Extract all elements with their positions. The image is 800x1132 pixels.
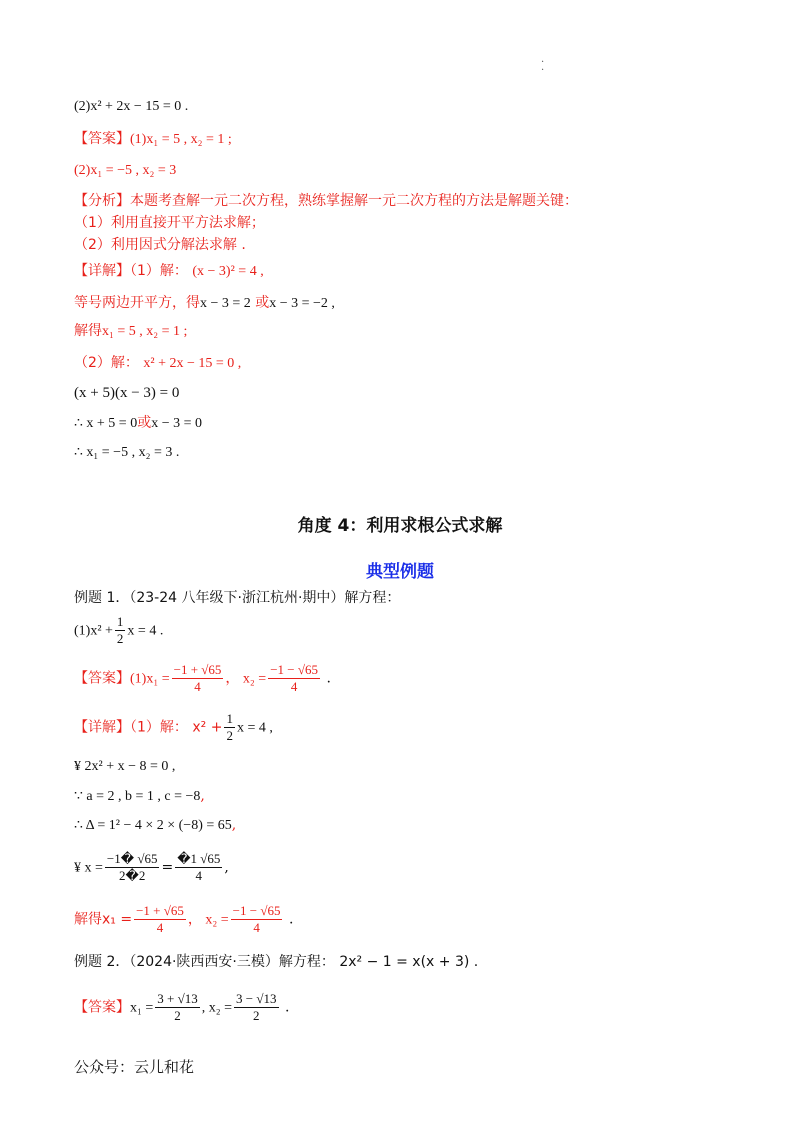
ex2-answer-prefix: x₁ = bbox=[130, 1000, 154, 1016]
detail-1-prefix: （1）解： bbox=[130, 263, 188, 279]
ex1-solve-end: . bbox=[288, 911, 294, 928]
ex1-formula-end: , bbox=[224, 859, 229, 876]
detail-2-prefix: （2）解： bbox=[74, 355, 139, 371]
detail-label: 【详解】 bbox=[74, 263, 130, 279]
detail-1-equation: (x − 3)² = 4 , bbox=[192, 264, 264, 279]
answer-line-1 bbox=[74, 130, 232, 149]
ex1-detail-suffix: x = 4 , bbox=[236, 720, 273, 736]
solve-line bbox=[74, 322, 187, 341]
sqrt-equation-2: x − 3 = −2 , bbox=[269, 296, 335, 311]
detail-line-1 bbox=[74, 262, 264, 281]
ex1-line-3 bbox=[74, 787, 205, 806]
solve-text: 解得 bbox=[74, 323, 102, 339]
sqrt-text: 等号两边开平方，得 bbox=[74, 295, 200, 311]
ex1-detail-prefix: （1）解： x² + bbox=[130, 719, 223, 736]
ex1-coefficients: ∵ a = 2 , b = 1 , c = −8 bbox=[74, 789, 201, 804]
ex1-answer-prefix: (1)x₁ = bbox=[130, 671, 170, 687]
ex1-x1-denominator: 4 bbox=[194, 679, 201, 694]
ex1-x2-numerator: −1 − √65 bbox=[270, 662, 319, 677]
ex1-answer-label: 【答案】 bbox=[74, 670, 130, 687]
answer-2: (2)x₁ = −5 , x₂ = 3 bbox=[74, 163, 177, 178]
therefore-line-2: ∴ x₁ = −5 , x₂ = 3 . bbox=[74, 445, 180, 460]
corner-mark: . . bbox=[541, 54, 545, 73]
ex1-solve-x2-fraction bbox=[231, 903, 283, 936]
ex1-detail-fraction bbox=[224, 711, 235, 744]
question-2: (2)x² + 2x − 15 = 0 . bbox=[74, 99, 189, 114]
therefore-eq-1: ∴ x + 5 = 0 bbox=[74, 416, 138, 431]
ex1-x1-numerator: −1 + √65 bbox=[173, 662, 222, 677]
ex1-solve-x1-numerator: −1 + √65 bbox=[136, 903, 184, 918]
analysis-step-2: （2）利用因式分解法求解 . bbox=[74, 237, 246, 253]
ex1-line-4 bbox=[74, 816, 236, 835]
subsection-title: 典型例题 bbox=[366, 562, 434, 582]
ex1-formula-f1-denominator: 2�2 bbox=[119, 868, 146, 883]
solve-equation: x₁ = 5 , x₂ = 1 ; bbox=[102, 324, 188, 339]
ex2-answer-middle: , x₂ = bbox=[201, 1000, 233, 1016]
ex1-comma-2: , bbox=[231, 817, 237, 833]
ex2-x1-fraction bbox=[155, 991, 199, 1024]
ex1-detail-denominator: 2 bbox=[226, 728, 233, 743]
q1-fraction bbox=[115, 614, 126, 647]
q1-frac-denominator: 2 bbox=[116, 631, 124, 646]
example-2-intro: 例题 2．（2024·陕西西安·三模）解方程： 2x² − 1 = x(x + 3) . bbox=[74, 954, 479, 970]
ex1-formula-fraction-2 bbox=[175, 851, 222, 884]
factor-equation: (x + 5)(x − 3) = 0 bbox=[74, 385, 180, 401]
ex2-answer-end: . bbox=[284, 999, 290, 1016]
ex1-answer-x2-fraction bbox=[268, 662, 320, 695]
ex1-x2-denominator: 4 bbox=[290, 679, 298, 694]
footer-wechat-account: 公众号：云儿和花 bbox=[74, 1058, 195, 1076]
ex1-answer-x1-fraction bbox=[172, 662, 224, 695]
analysis: 【分析】本题考查解一元二次方程，熟练掌握解一元二次方程的方法是解题关键： bbox=[74, 193, 578, 209]
sqrt-line bbox=[74, 294, 335, 313]
ex2-x2-numerator: 3 − √13 bbox=[236, 991, 277, 1006]
ex1-discriminant: ∴ Δ = 1² − 4 × 2 × (−8) = 65 bbox=[74, 818, 232, 833]
ex2-x2-fraction bbox=[234, 991, 278, 1024]
section-title: 角度 4：利用求根公式求解 bbox=[297, 516, 503, 536]
ex1-line-5 bbox=[74, 851, 229, 884]
q1-frac-numerator: 1 bbox=[116, 614, 124, 629]
q1-suffix: x = 4 . bbox=[127, 623, 164, 639]
answer-1: (1)x₁ = 5 , x₂ = 1 ; bbox=[130, 132, 232, 147]
detail-2-equation: x² + 2x − 15 = 0 , bbox=[143, 356, 242, 371]
therefore-line-1 bbox=[74, 414, 202, 433]
ex1-detail-numerator: 1 bbox=[226, 711, 233, 726]
ex1-formula-f2-numerator: �1 √65 bbox=[177, 851, 221, 866]
example-1-question bbox=[74, 614, 163, 647]
ex1-formula-equals: = bbox=[161, 859, 174, 876]
answer-label: 【答案】 bbox=[74, 131, 130, 147]
ex1-solve-prefix: 解得x₁ = bbox=[74, 911, 133, 928]
ex1-formula-f2-denominator: 4 bbox=[195, 868, 203, 883]
example-1-detail bbox=[74, 711, 273, 744]
ex1-solve-middle: ， x₂ = bbox=[187, 912, 229, 928]
or-word: 或 bbox=[255, 295, 270, 311]
detail-line-2 bbox=[74, 354, 241, 373]
ex1-solve-x2-numerator: −1 − √65 bbox=[232, 903, 281, 918]
analysis-step-1: （1）利用直接开平方法求解； bbox=[74, 215, 265, 231]
ex1-answer-end: . bbox=[326, 670, 331, 687]
ex1-formula-prefix: ¥ x = bbox=[74, 860, 103, 876]
ex2-answer-label: 【答案】 bbox=[74, 999, 130, 1016]
example-2-answer bbox=[74, 991, 289, 1024]
example-1-answer bbox=[74, 662, 331, 695]
ex1-detail-label: 【详解】 bbox=[74, 719, 130, 736]
ex2-x1-numerator: 3 + √13 bbox=[157, 991, 198, 1006]
example-1-intro: 例题 1．（23-24 八年级下·浙江杭州·期中）解方程： bbox=[74, 590, 401, 606]
ex1-line-2: ¥ 2x² + x − 8 = 0 , bbox=[74, 759, 176, 774]
ex1-solution bbox=[74, 903, 293, 936]
ex1-answer-middle: ， x₂ = bbox=[225, 671, 267, 687]
q1-prefix: (1)x² + bbox=[74, 623, 113, 639]
ex1-solve-x2-denominator: 4 bbox=[253, 920, 260, 935]
ex1-solve-x1-fraction bbox=[134, 903, 186, 936]
therefore-eq-2: x − 3 = 0 bbox=[151, 416, 202, 431]
or-word-2: 或 bbox=[137, 415, 152, 431]
ex2-x1-denominator: 2 bbox=[174, 1008, 181, 1023]
ex1-formula-f1-numerator: −1� √65 bbox=[106, 851, 158, 866]
ex1-comma-1: , bbox=[200, 788, 205, 804]
ex1-formula-fraction-1 bbox=[105, 851, 160, 884]
sqrt-equation-1: x − 3 = 2 bbox=[200, 296, 251, 311]
ex2-x2-denominator: 2 bbox=[253, 1008, 260, 1023]
ex1-solve-x1-denominator: 4 bbox=[156, 920, 164, 935]
